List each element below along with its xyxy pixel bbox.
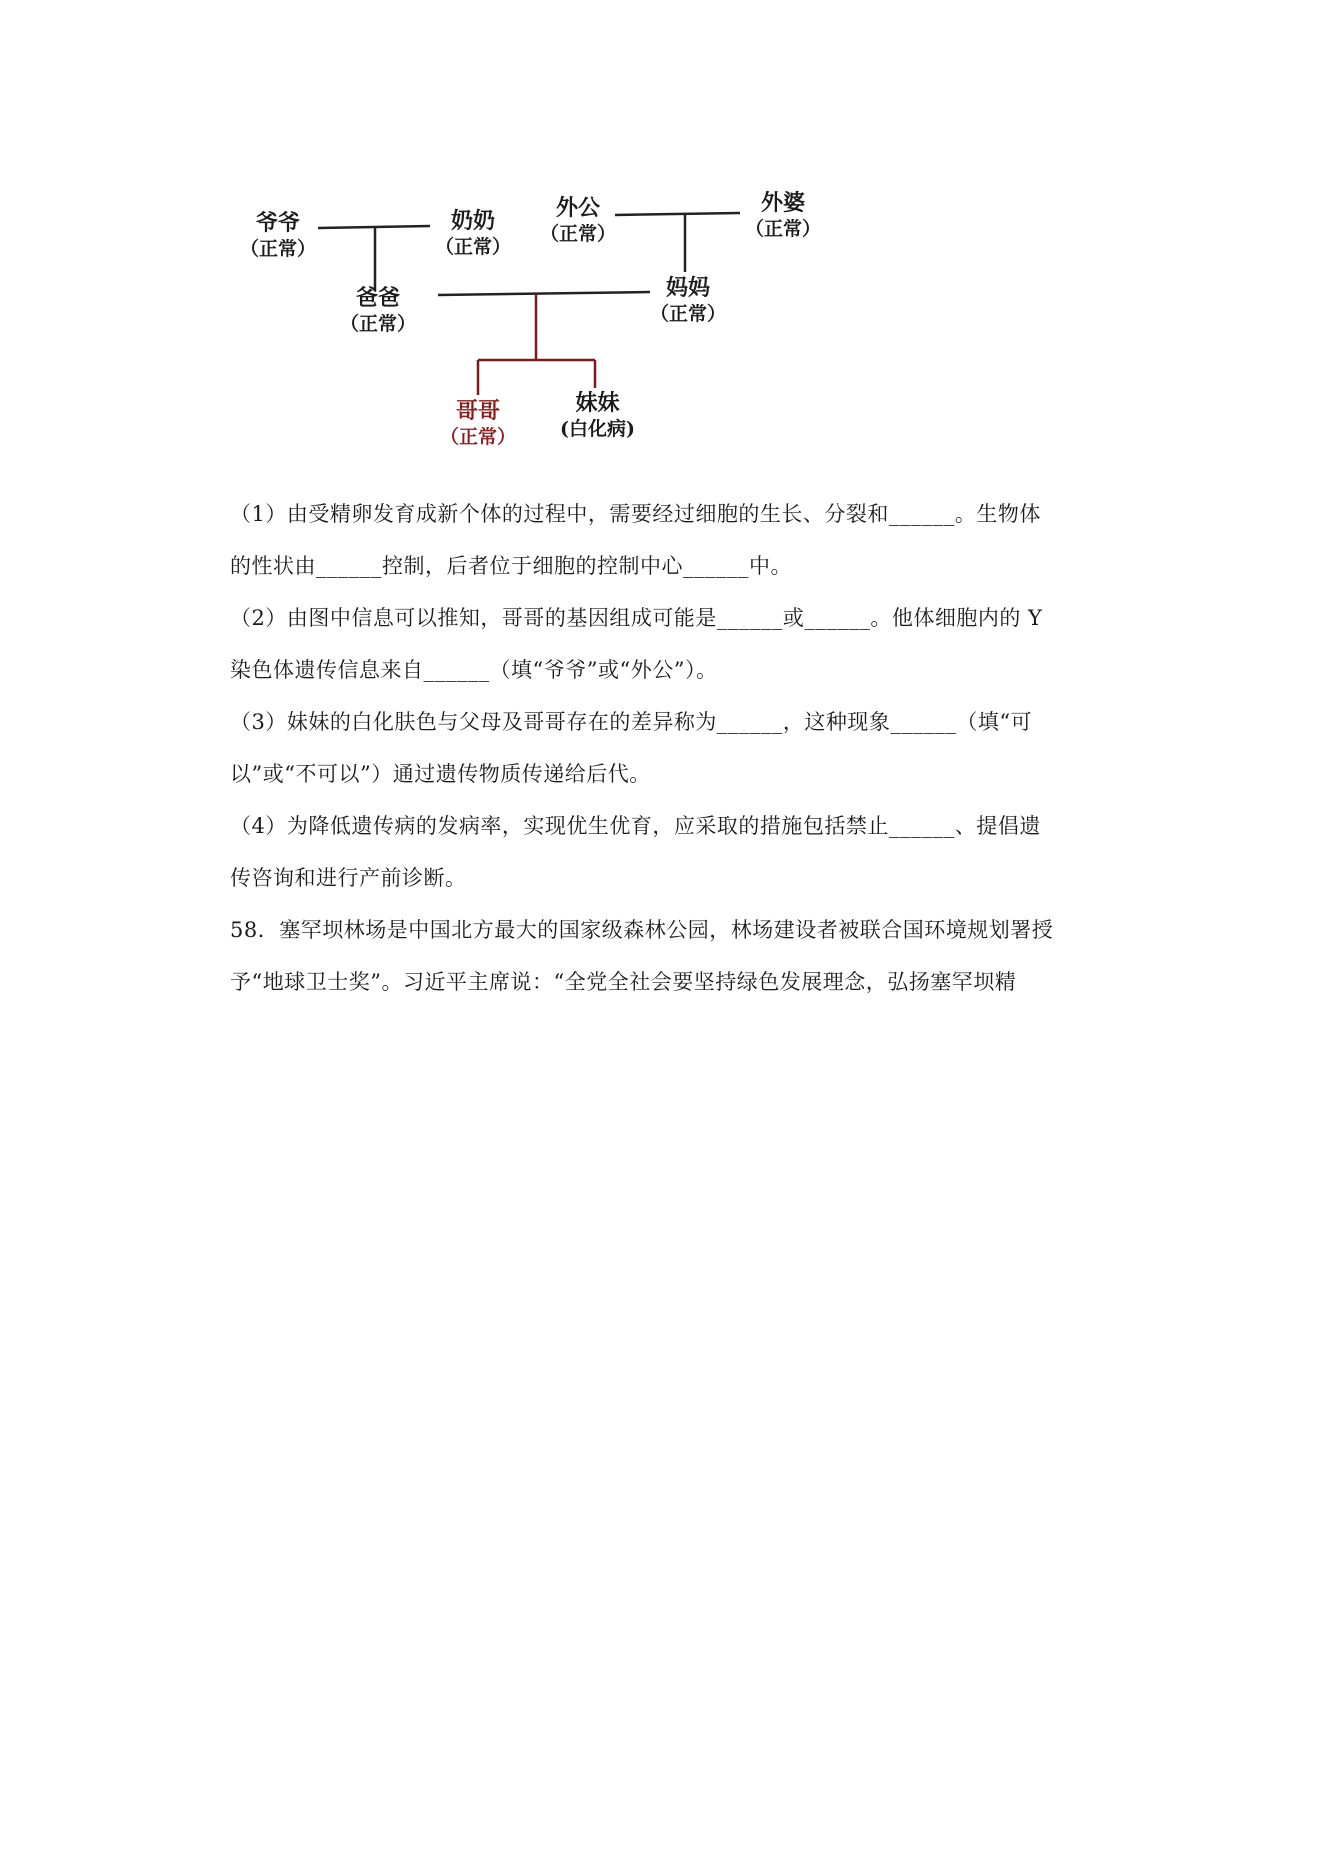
grandma-name: 奶奶 bbox=[451, 208, 496, 234]
question-text-block bbox=[230, 488, 1112, 1008]
mother-name: 妈妈 bbox=[666, 275, 711, 301]
q1-line-1: （1）由受精卵发育成新个体的过程中，需要经过细胞的生长、分裂和______。生物体 bbox=[230, 502, 1041, 526]
q3-line-1: （3）妹妹的白化肤色与父母及哥哥存在的差异称为______，这种现象______（填“可 bbox=[230, 710, 1033, 734]
maternal-grandma-name: 外婆 bbox=[761, 190, 806, 216]
q3-line-2: 以”或“不可以”）通过遗传物质传递给后代。 bbox=[230, 762, 651, 786]
maternal-marriage-line bbox=[615, 213, 740, 215]
maternal-grandpa-status: （正常） bbox=[540, 222, 617, 245]
sister-node bbox=[560, 390, 635, 441]
grandpa-name: 爷爷 bbox=[256, 210, 301, 236]
brother-status: （正常） bbox=[440, 425, 517, 448]
parents-marriage-line bbox=[438, 292, 650, 295]
mother-node bbox=[650, 275, 726, 326]
q4-line-2: 传咨询和进行产前诊断。 bbox=[230, 866, 467, 890]
grandpa-node bbox=[240, 210, 316, 261]
father-status: （正常） bbox=[340, 312, 417, 335]
maternal-grandpa-name: 外公 bbox=[556, 195, 601, 221]
father-node bbox=[340, 285, 416, 336]
q2-line-2: 染色体遗传信息来自______（填“爷爷”或“外公”）。 bbox=[230, 658, 718, 682]
sister-name: 妹妹 bbox=[575, 390, 620, 416]
q2-line-1: （2）由图中信息可以推知，哥哥的基因组成可能是______或______。他体细胞内的 Y bbox=[230, 606, 1043, 630]
brother-name: 哥哥 bbox=[456, 398, 501, 424]
father-name: 爸爸 bbox=[356, 285, 401, 311]
q4-line-1: （4）为降低遗传病的发病率，实现优生优育，应采取的措施包括禁止______、提倡遗 bbox=[230, 814, 1041, 838]
mother-status: （正常） bbox=[650, 302, 727, 325]
grandma-status: （正常） bbox=[435, 235, 512, 258]
q1-line-2: 的性状由______控制，后者位于细胞的控制中心______中。 bbox=[230, 554, 792, 578]
q58-line-1: 58．塞罕坝林场是中国北方最大的国家级森林公园，林场建设者被联合国环境规划署授 bbox=[230, 918, 1054, 942]
grandma-node bbox=[435, 208, 511, 259]
maternal-grandma-status: （正常） bbox=[745, 217, 822, 240]
maternal-grandma-node bbox=[745, 190, 821, 241]
pedigree-diagram bbox=[230, 180, 850, 470]
grandpa-status: （正常） bbox=[240, 237, 317, 260]
q58-line-2: 予“地球卫士奖”。习近平主席说：“全党全社会要坚持绿色发展理念，弘扬塞罕坝精 bbox=[230, 970, 1017, 994]
brother-node bbox=[440, 398, 516, 449]
sister-status: (白化病) bbox=[560, 417, 635, 440]
maternal-grandpa-node bbox=[540, 195, 616, 246]
